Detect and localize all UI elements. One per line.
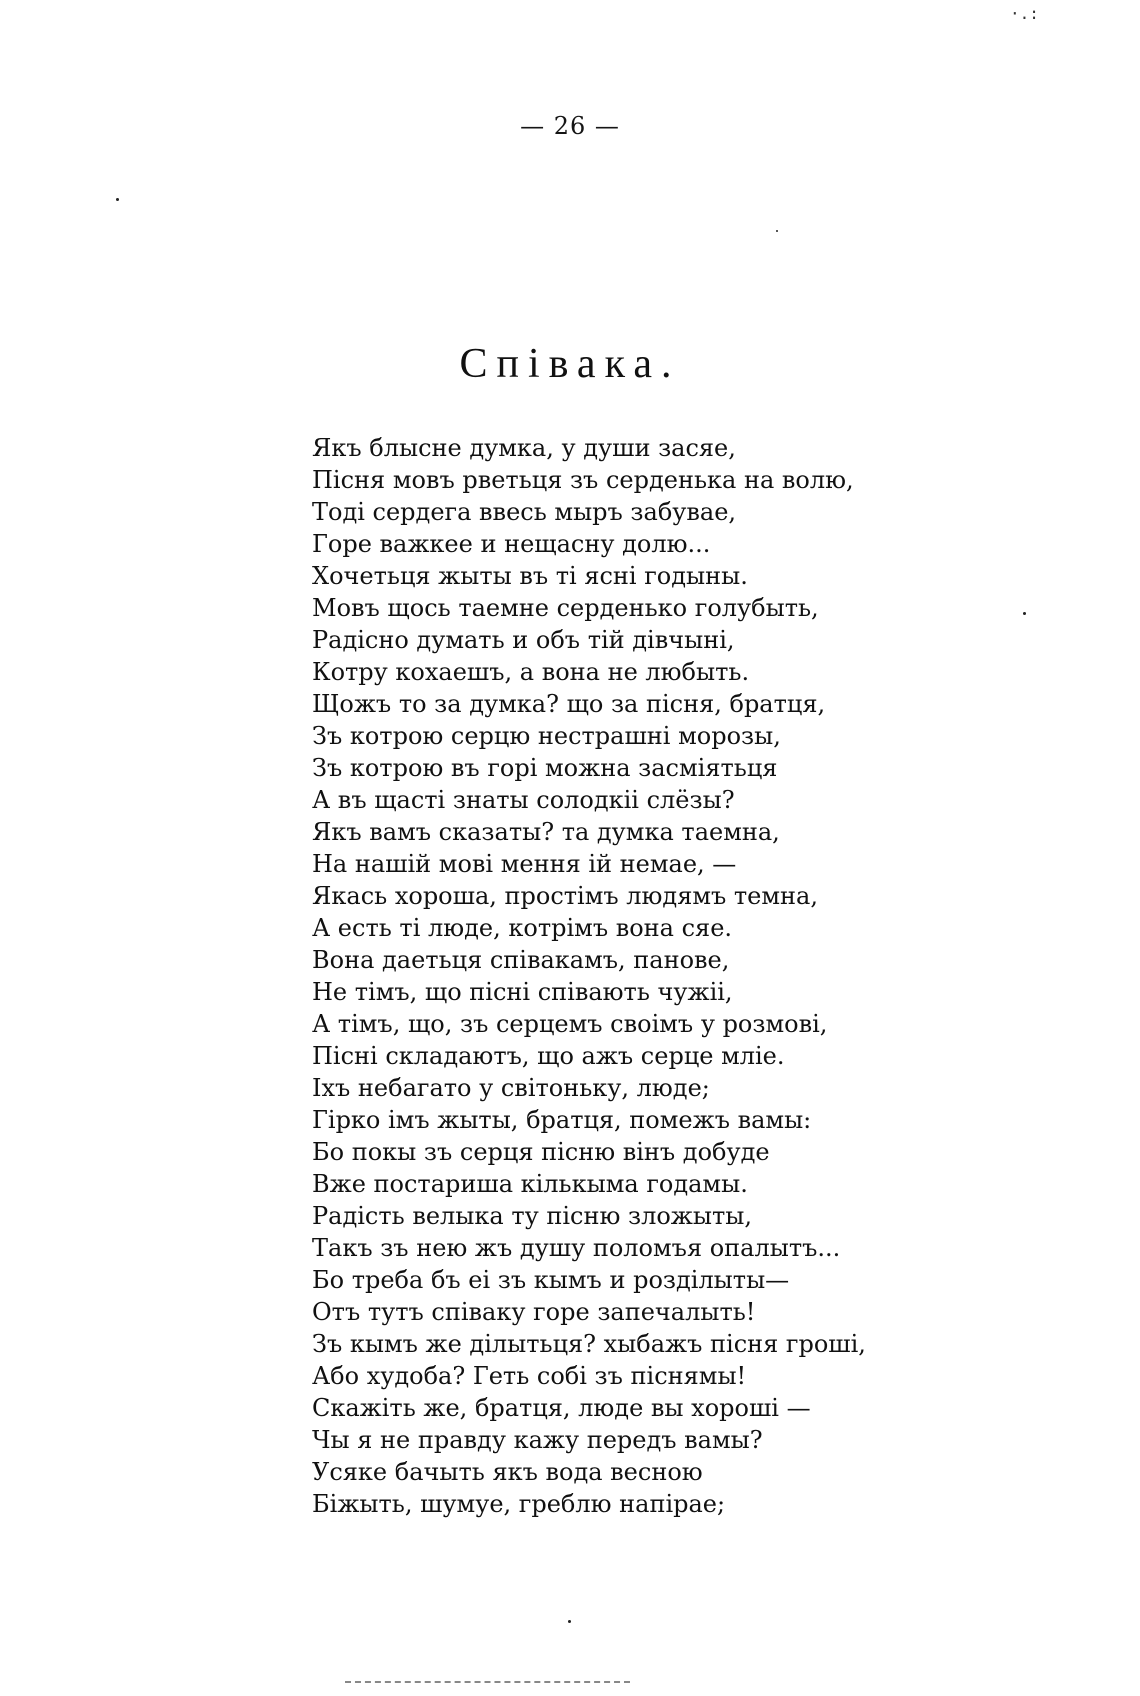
scan-speck [116, 198, 119, 201]
poem-line: На нашій мові мення ій немае, — [312, 850, 737, 878]
poem-line: Отъ тутъ співаку горе запечалыть! [312, 1298, 756, 1326]
scan-artifact-marks: ·.: [1010, 4, 1039, 23]
bottom-rule [345, 1681, 630, 1683]
poem-line: Бо треба бъ еі зъ кымъ и розділыты— [312, 1266, 790, 1294]
poem-line: Радість велыка ту пісню зложыты, [312, 1202, 752, 1230]
poem-line: А въ щасті знаты солодкіі слёзы? [312, 786, 735, 814]
poem-line: Біжыть, шумуе, греблю напірае; [312, 1490, 726, 1518]
poem-body [312, 432, 866, 1520]
poem-line: Зъ кымъ же ділытьця? хыбажъ пісня гроші, [312, 1330, 866, 1358]
poem-line: Або худоба? Геть собі зъ піснямы! [312, 1362, 747, 1390]
poem-line: Чы я не правду кажу передъ вамы? [312, 1426, 763, 1454]
scan-speck [1023, 612, 1026, 615]
poem-line: Скажіть же, братця, люде вы хороші — [312, 1394, 811, 1422]
poem-line: Гірко імъ жыты, братця, помежъ вамы: [312, 1106, 812, 1134]
poem-line: Такъ зъ нею жъ душу поломъя опалытъ... [312, 1234, 841, 1262]
poem-line: А есть ті люде, котрімъ вона сяе. [312, 914, 733, 942]
poem-line: Радісно думать и объ тій дівчыні, [312, 626, 735, 654]
poem-line: Горе важкее и нещасну долю... [312, 530, 711, 558]
scan-speck [568, 1620, 571, 1623]
poem-line: Якъ блысне думка, у души засяе, [312, 434, 736, 462]
poem-line: Котру кохаешъ, а вона не любыть. [312, 658, 750, 686]
poem-line: Зъ котрою въ горі можна засміятьця [312, 754, 778, 782]
poem-line: Якъ вамъ сказаты? та думка таемна, [312, 818, 780, 846]
poem-line: Усяке бачыть якъ вода весною [312, 1458, 703, 1486]
poem-line: Хочетьця жыты въ ті ясні годыны. [312, 562, 748, 590]
scan-speck [776, 230, 778, 232]
poem-line: Пісня мовъ рветьця зъ серденька на волю, [312, 466, 854, 494]
poem-line: Якась хороша, простімъ людямъ темна, [312, 882, 818, 910]
poem-line: Вона даетьця співакамъ, панове, [312, 946, 730, 974]
poem-title: Співака. [459, 341, 681, 387]
page-number: — 26 — [520, 112, 620, 140]
poem-line: Бо покы зъ серця пісню вінъ добуде [312, 1138, 770, 1166]
poem-line: Не тімъ, що пісні співають чужіі, [312, 978, 733, 1006]
poem-line: Щожъ то за думка? що за пісня, братця, [312, 690, 826, 718]
poem-line: Іхъ небагато у світоньку, люде; [312, 1074, 710, 1102]
poem-line: А тімъ, що, зъ серцемъ своімъ у розмові, [312, 1010, 828, 1038]
poem-line: Вже постариша кількыма годамы. [312, 1170, 748, 1198]
poem-line: Пісні складаютъ, що ажъ серце мліе. [312, 1042, 785, 1070]
poem-line: Тоді сердега ввесь мыръ забувае, [312, 498, 737, 526]
poem-line: Мовъ щось таемне серденько голубыть, [312, 594, 819, 622]
poem-line: Зъ котрою серцю нестрашні морозы, [312, 722, 781, 750]
